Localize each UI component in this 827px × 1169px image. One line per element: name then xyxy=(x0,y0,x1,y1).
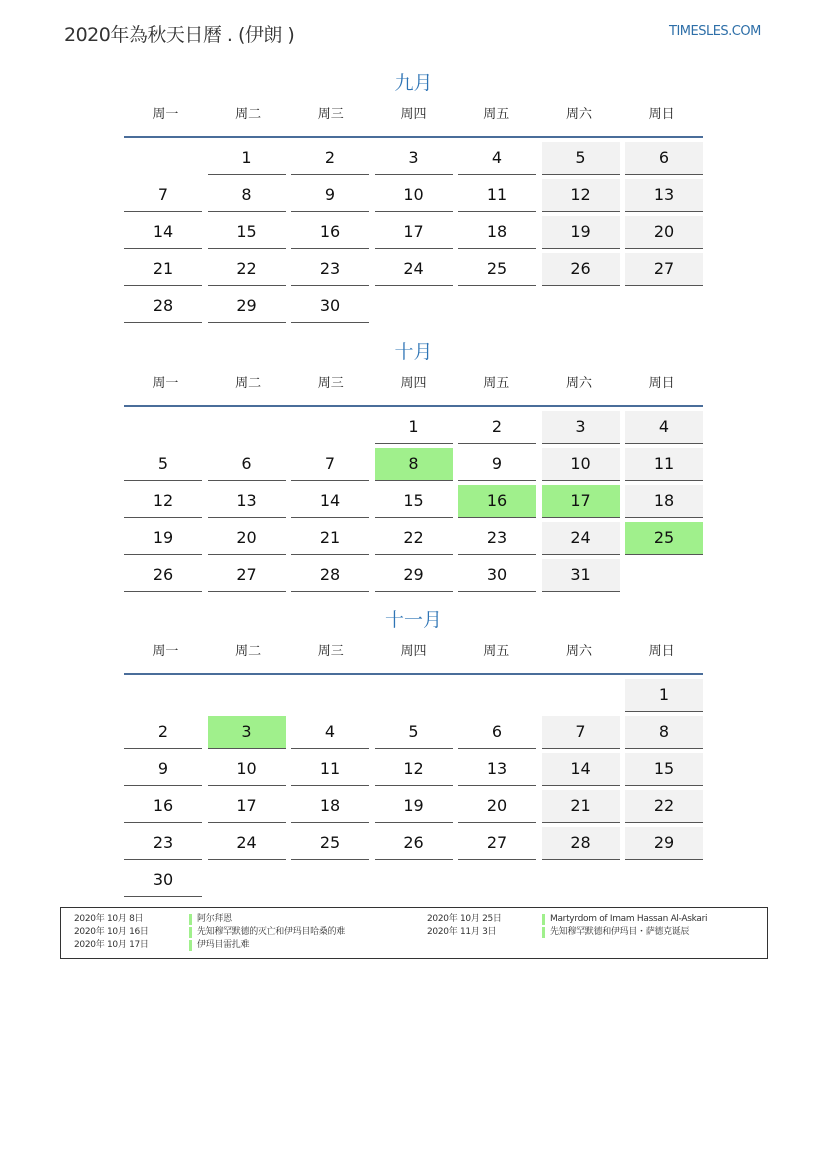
day-cell: 12 xyxy=(375,753,453,786)
weekday-label: 周一 xyxy=(152,644,179,659)
brand-link[interactable]: TIMESLES.COM xyxy=(669,24,761,39)
day-cell: 23 xyxy=(124,827,202,860)
weekday-label: 周六 xyxy=(565,107,592,122)
day-cell: 7 xyxy=(124,179,202,212)
day-cell: 23 xyxy=(458,522,536,555)
weekday-label: 周日 xyxy=(648,644,675,659)
day-cell: 11 xyxy=(458,179,536,212)
day-cell: 28 xyxy=(291,559,369,592)
weekday-label: 周二 xyxy=(235,107,262,122)
day-grid xyxy=(124,411,703,596)
weekday-label: 周一 xyxy=(152,376,179,391)
day-cell: 3 xyxy=(542,411,620,444)
day-cell: 6 xyxy=(625,142,703,175)
legend-holiday-name: 先知穆罕默德和伊玛目・萨德克诞辰 xyxy=(550,927,690,937)
day-cell: 20 xyxy=(625,216,703,249)
day-cell: 30 xyxy=(458,559,536,592)
day-cell: 28 xyxy=(542,827,620,860)
day-cell: 7 xyxy=(542,716,620,749)
empty-cell xyxy=(124,142,202,174)
day-cell: 6 xyxy=(208,448,286,481)
day-cell: 30 xyxy=(124,864,202,897)
day-grid xyxy=(124,142,703,327)
day-cell: 22 xyxy=(208,253,286,286)
day-cell: 5 xyxy=(375,716,453,749)
empty-cell xyxy=(124,411,202,443)
holiday-day-cell: 16 xyxy=(458,485,536,518)
holiday-day-cell: 17 xyxy=(542,485,620,518)
month-name: 十月 xyxy=(394,341,433,363)
day-cell: 29 xyxy=(625,827,703,860)
day-grid xyxy=(124,679,703,901)
day-cell: 2 xyxy=(124,716,202,749)
day-cell: 26 xyxy=(124,559,202,592)
legend-color-swatch xyxy=(542,927,545,938)
day-cell: 5 xyxy=(124,448,202,481)
day-cell: 10 xyxy=(208,753,286,786)
day-cell: 13 xyxy=(208,485,286,518)
day-cell: 16 xyxy=(124,790,202,823)
empty-cell xyxy=(208,411,286,443)
weekday-label: 周三 xyxy=(317,644,344,659)
day-cell: 28 xyxy=(124,290,202,323)
empty-cell xyxy=(291,679,369,711)
legend-date: 2020年 10月 8日 xyxy=(74,914,144,924)
day-cell: 24 xyxy=(208,827,286,860)
weekday-label: 周六 xyxy=(565,376,592,391)
day-cell: 22 xyxy=(625,790,703,823)
day-cell: 1 xyxy=(375,411,453,444)
empty-cell xyxy=(124,679,202,711)
page-title: 2020年為秋天日曆 . (伊朗 ) xyxy=(64,24,295,46)
holiday-day-cell: 25 xyxy=(625,522,703,555)
day-cell: 18 xyxy=(458,216,536,249)
day-cell: 9 xyxy=(458,448,536,481)
day-cell: 15 xyxy=(208,216,286,249)
day-cell: 7 xyxy=(291,448,369,481)
legend-holiday-name: Martyrdom of Imam Hassan Al-Askari xyxy=(550,914,708,924)
holiday-day-cell: 8 xyxy=(375,448,453,481)
day-cell: 4 xyxy=(625,411,703,444)
day-cell: 6 xyxy=(458,716,536,749)
day-cell: 16 xyxy=(291,216,369,249)
day-cell: 13 xyxy=(625,179,703,212)
day-cell: 9 xyxy=(124,753,202,786)
weekday-label: 周四 xyxy=(400,107,427,122)
weekday-label: 周日 xyxy=(648,376,675,391)
day-cell: 19 xyxy=(375,790,453,823)
weekday-label: 周六 xyxy=(565,644,592,659)
day-cell: 19 xyxy=(542,216,620,249)
empty-cell xyxy=(458,679,536,711)
day-cell: 5 xyxy=(542,142,620,175)
day-cell: 24 xyxy=(542,522,620,555)
day-cell: 19 xyxy=(124,522,202,555)
weekday-label: 周三 xyxy=(317,376,344,391)
day-cell: 11 xyxy=(291,753,369,786)
legend-date: 2020年 10月 16日 xyxy=(74,927,149,937)
month-calendar xyxy=(124,607,703,901)
legend-color-swatch xyxy=(189,940,192,951)
weekday-label: 周五 xyxy=(483,644,510,659)
day-cell: 26 xyxy=(542,253,620,286)
day-cell: 8 xyxy=(208,179,286,212)
month-name: 九月 xyxy=(394,72,433,94)
day-cell: 11 xyxy=(625,448,703,481)
day-cell: 2 xyxy=(291,142,369,175)
day-cell: 18 xyxy=(291,790,369,823)
holiday-day-cell: 3 xyxy=(208,716,286,749)
day-cell: 14 xyxy=(291,485,369,518)
day-cell: 22 xyxy=(375,522,453,555)
weekday-header xyxy=(124,639,703,675)
day-cell: 10 xyxy=(375,179,453,212)
day-cell: 25 xyxy=(291,827,369,860)
day-cell: 21 xyxy=(542,790,620,823)
day-cell: 1 xyxy=(625,679,703,712)
empty-cell xyxy=(542,679,620,711)
day-cell: 12 xyxy=(124,485,202,518)
legend-color-swatch xyxy=(189,927,192,938)
weekday-label: 周一 xyxy=(152,107,179,122)
day-cell: 24 xyxy=(375,253,453,286)
day-cell: 27 xyxy=(208,559,286,592)
legend-color-swatch xyxy=(542,914,545,925)
day-cell: 30 xyxy=(291,290,369,323)
legend-holiday-name: 阿尔拜恩 xyxy=(197,914,232,924)
day-cell: 26 xyxy=(375,827,453,860)
legend-date: 2020年 10月 17日 xyxy=(74,940,149,950)
empty-cell xyxy=(375,679,453,711)
day-cell: 21 xyxy=(291,522,369,555)
weekday-label: 周五 xyxy=(483,107,510,122)
day-cell: 4 xyxy=(291,716,369,749)
empty-cell xyxy=(208,679,286,711)
day-cell: 18 xyxy=(625,485,703,518)
day-cell: 20 xyxy=(458,790,536,823)
weekday-label: 周日 xyxy=(648,107,675,122)
empty-cell xyxy=(291,411,369,443)
month-name: 十一月 xyxy=(384,609,442,631)
day-cell: 20 xyxy=(208,522,286,555)
day-cell: 8 xyxy=(625,716,703,749)
legend-date: 2020年 10月 25日 xyxy=(427,914,502,924)
day-cell: 4 xyxy=(458,142,536,175)
day-cell: 12 xyxy=(542,179,620,212)
weekday-header xyxy=(124,371,703,407)
legend-holiday-name: 先知穆罕默德的灭亡和伊玛目哈桑的难 xyxy=(197,927,345,937)
weekday-label: 周五 xyxy=(483,376,510,391)
weekday-header xyxy=(124,102,703,138)
weekday-label: 周四 xyxy=(400,644,427,659)
legend-date: 2020年 11月 3日 xyxy=(427,927,497,937)
month-calendar xyxy=(124,70,703,327)
weekday-label: 周四 xyxy=(400,376,427,391)
weekday-label: 周二 xyxy=(235,644,262,659)
day-cell: 29 xyxy=(375,559,453,592)
day-cell: 25 xyxy=(458,253,536,286)
day-cell: 2 xyxy=(458,411,536,444)
day-cell: 3 xyxy=(375,142,453,175)
weekday-label: 周三 xyxy=(317,107,344,122)
month-calendar xyxy=(124,339,703,596)
day-cell: 21 xyxy=(124,253,202,286)
legend-color-swatch xyxy=(189,914,192,925)
day-cell: 31 xyxy=(542,559,620,592)
day-cell: 1 xyxy=(208,142,286,175)
day-cell: 17 xyxy=(375,216,453,249)
day-cell: 29 xyxy=(208,290,286,323)
day-cell: 15 xyxy=(625,753,703,786)
day-cell: 14 xyxy=(542,753,620,786)
day-cell: 23 xyxy=(291,253,369,286)
legend-holiday-name: 伊玛目雷扎难 xyxy=(197,940,250,950)
day-cell: 14 xyxy=(124,216,202,249)
weekday-label: 周二 xyxy=(235,376,262,391)
day-cell: 17 xyxy=(208,790,286,823)
day-cell: 10 xyxy=(542,448,620,481)
day-cell: 13 xyxy=(458,753,536,786)
holiday-legend xyxy=(60,907,768,959)
day-cell: 15 xyxy=(375,485,453,518)
day-cell: 27 xyxy=(625,253,703,286)
day-cell: 9 xyxy=(291,179,369,212)
day-cell: 27 xyxy=(458,827,536,860)
